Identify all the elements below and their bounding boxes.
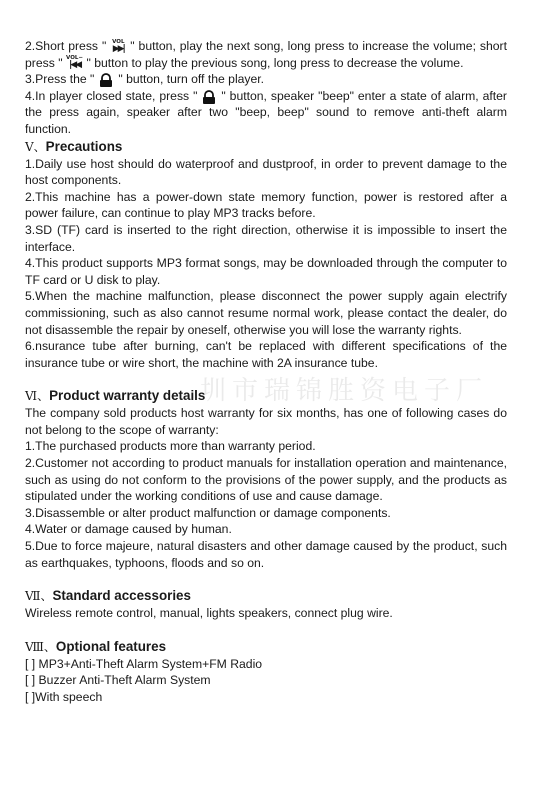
list-item: 6.nsurance tube after burning, can't be replaced with different specifications of the insurance tube or wire short, the machine with 2A insurance tube. [25, 339, 507, 370]
volume-down-previous-icon: VOL− |◀◀ [66, 55, 83, 71]
section-heading-warranty: Ⅵ、Product warranty details [25, 388, 206, 404]
lock-icon [198, 90, 220, 104]
watermark-text: 圳市瑞锦胜资电子厂 [200, 376, 489, 406]
optional-feature-checkbox: [ ] Buzzer Anti-Theft Alarm System [25, 673, 211, 688]
optional-feature-checkbox: [ ] MP3+Anti-Theft Alarm System+FM Radio [25, 656, 263, 671]
section-heading-accessories: Ⅶ、Standard accessories [25, 588, 191, 604]
list-item: 5.Due to force majeure, natural disasters and other damage caused by the product, such as earthquakes, typhoons, floods and so on. [25, 539, 507, 570]
paragraph-volume-buttons: 2.Short press " VOL ▶▶| " button, play the next song, long press to increase the volume; short press " VOL− |◀◀ " button to play the previous song, long press to decrease the volume. [25, 38, 507, 71]
list-item: 1.Daily use host should do waterproof and dustproof, in order to prevent damage to the host components. [25, 156, 507, 188]
paragraph-lock-button: 3.Press the " " button, turn off the player. [25, 72, 265, 87]
list-item: 4.This product supports MP3 format songs, may be downloaded through the computer to TF card or U disk to play. [25, 256, 507, 287]
paragraph-alarm-state: 4.In player closed state, press " " button, speaker "beep" enter a state of alarm, after the press again, speaker after two "beep, beep" sound to remove anti-theft alarm function. [25, 88, 507, 136]
accessories-text: Wireless remote control, manual, lights speakers, connect plug wire. [25, 606, 393, 621]
list-item: 2.Customer not according to product manuals for installation operation and maintenance, such as using do not conform to the provisions of the power supply, and the products as stipulated under the working conditions of use and cause damage. [25, 456, 507, 504]
list-item: 5.When the machine malfunction, please disconnect the power supply again electrify commissioning, such as also cannot resume normal work, please contact the dealer, do not disassemble the repair by oneself, otherwise you will lose the warranty rights. [25, 289, 507, 337]
optional-feature-checkbox: [ ]With speech [25, 690, 103, 704]
volume-up-next-icon: VOL ▶▶| [112, 38, 125, 54]
list-item: 3.Disassemble or alter product malfunction or damage components. [25, 505, 391, 520]
warranty-intro: The company sold products host warranty for six months, has one of following cases do not belong to the scope of warranty: [25, 406, 507, 437]
section-heading-precautions: Ⅴ、Precautions [25, 138, 123, 154]
section-heading-optional: Ⅷ、Optional features [25, 638, 167, 654]
lock-icon [95, 73, 117, 87]
list-item: 3.SD (TF) card is inserted to the right direction, otherwise it is impossible to insert the interface. [25, 222, 507, 254]
manual-page [25, 38, 507, 706]
list-item: 1.The purchased products more than warranty period. [25, 439, 316, 454]
list-item: 4.Water or damage caused by human. [25, 522, 232, 537]
list-item: 2.This machine has a power-down state memory function, power is restored after a power failure, can continue to play MP3 tracks before. [25, 189, 507, 221]
